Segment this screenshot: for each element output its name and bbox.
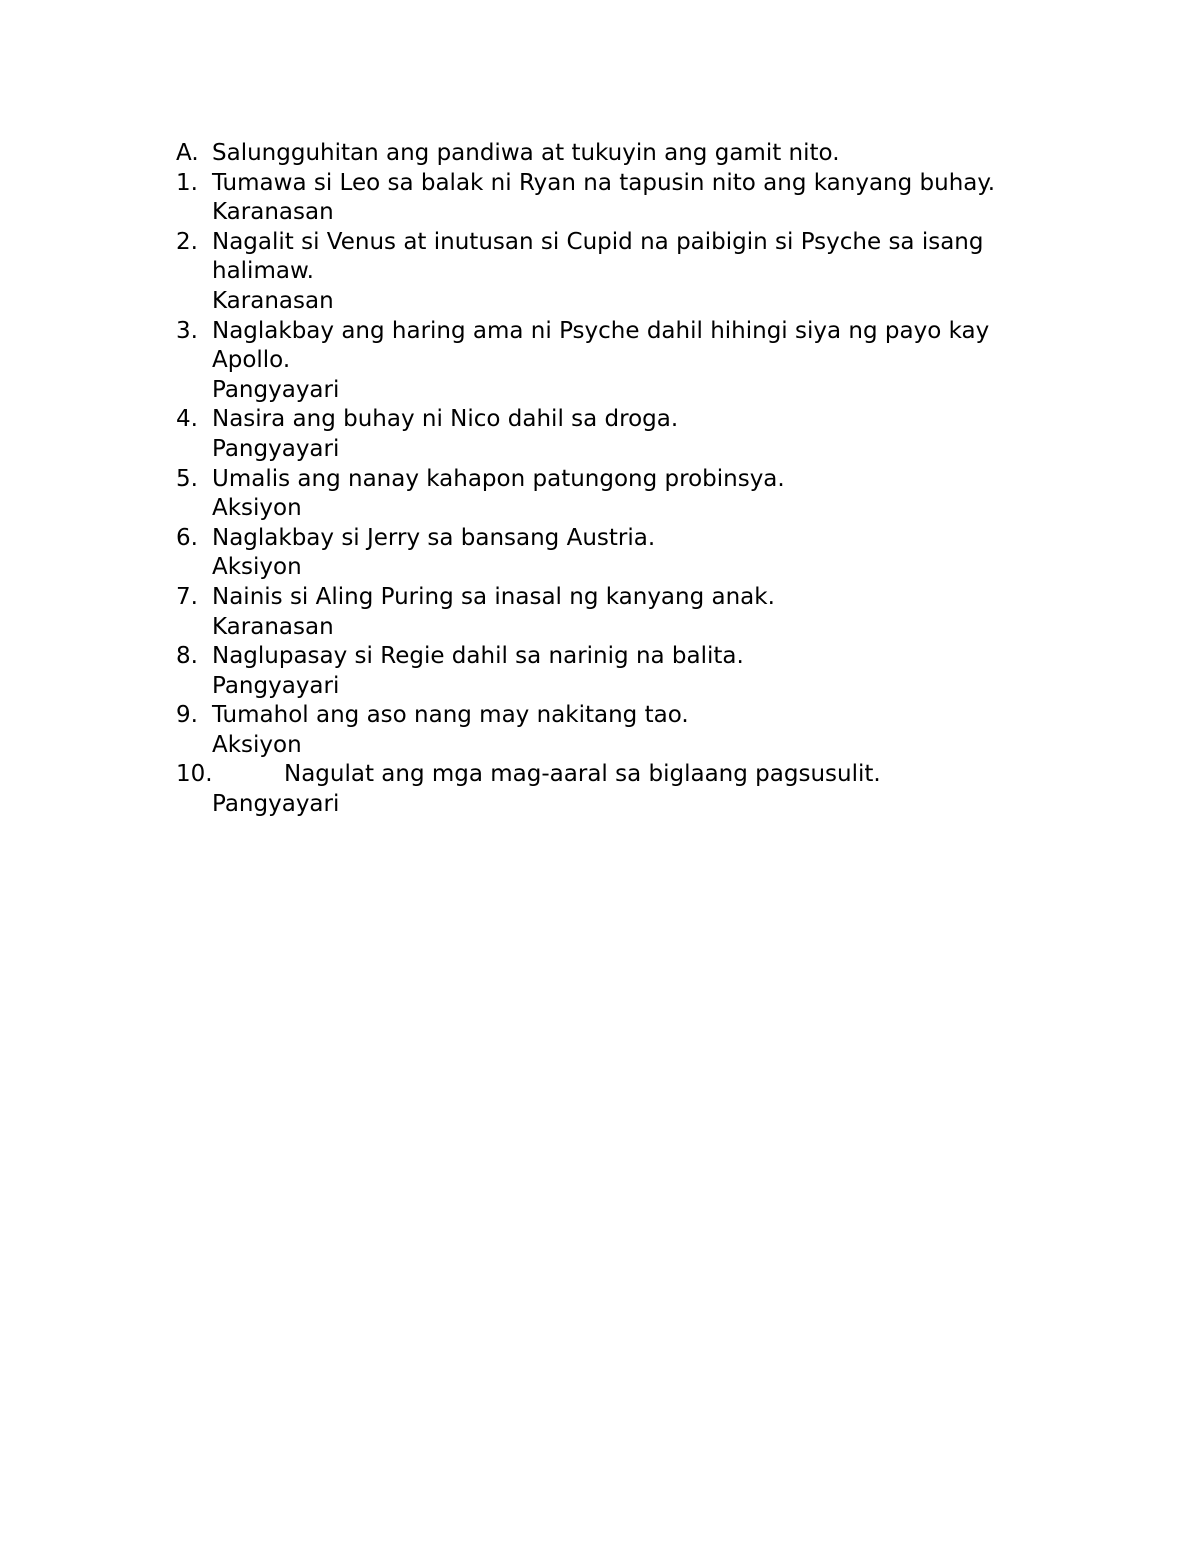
- item-sentence: Tumahol ang aso nang may nakitang tao.: [212, 702, 689, 729]
- item-number: 7.: [176, 583, 198, 610]
- item-number: 4.: [176, 406, 198, 433]
- exercise-list: [0, 139, 1200, 820]
- item-number: 2.: [176, 228, 198, 255]
- list-item: [0, 524, 1200, 583]
- item-sentence: Naglupasay si Regie dahil sa narinig na balita.: [212, 643, 744, 670]
- list-item: [0, 405, 1200, 464]
- list-item: [0, 169, 1200, 228]
- heading-instruction: Salungguhitan ang pandiwa at tukuyin ang gamit nito.: [212, 140, 840, 166]
- item-sentence: Naglakbay ang haring ama ni Psyche dahil hihingi siya ng payo kay Apollo.: [212, 317, 990, 374]
- item-sentence: Nagulat ang mga mag-aaral sa biglaang pagsusulit.: [284, 761, 881, 788]
- list-item: [0, 317, 1200, 406]
- list-item: [0, 701, 1200, 760]
- list-item: [0, 583, 1200, 642]
- exercise-heading: [0, 139, 1200, 169]
- item-number: 8.: [176, 643, 198, 670]
- heading-marker: A.: [176, 140, 199, 166]
- list-item: [0, 465, 1200, 524]
- list-item: [0, 642, 1200, 701]
- item-answer: Pangyayari: [212, 376, 340, 403]
- item-answer: Aksiyon: [212, 554, 302, 581]
- item-answer: Pangyayari: [212, 791, 340, 818]
- item-sentence: Nasira ang buhay ni Nico dahil sa droga.: [212, 406, 679, 433]
- item-sentence: Tumawa si Leo sa balak ni Ryan na tapusin nito ang kanyang buhay.: [212, 169, 996, 196]
- list-item: [0, 228, 1200, 317]
- item-number: 10.: [176, 761, 213, 788]
- item-sentence: Nainis si Aling Puring sa inasal ng kanyang anak.: [212, 583, 775, 610]
- item-number: 6.: [176, 524, 198, 551]
- item-answer: Pangyayari: [212, 435, 340, 462]
- item-sentence: Nagalit si Venus at inutusan si Cupid na paibigin si Psyche sa isang halimaw.: [212, 228, 984, 285]
- item-number: 1.: [176, 169, 198, 196]
- list-item: [0, 760, 1200, 819]
- item-number: 3.: [176, 317, 198, 344]
- item-answer: Karanasan: [212, 613, 334, 640]
- item-answer: Karanasan: [212, 287, 334, 314]
- item-sentence: Naglakbay si Jerry sa bansang Austria.: [212, 524, 656, 551]
- item-answer: Aksiyon: [212, 495, 302, 522]
- item-sentence: Umalis ang nanay kahapon patungong probinsya.: [212, 465, 785, 492]
- item-number: 9.: [176, 702, 198, 729]
- item-number: 5.: [176, 465, 198, 492]
- item-answer: Pangyayari: [212, 672, 340, 699]
- item-answer: Karanasan: [212, 199, 334, 226]
- item-answer: Aksiyon: [212, 731, 302, 758]
